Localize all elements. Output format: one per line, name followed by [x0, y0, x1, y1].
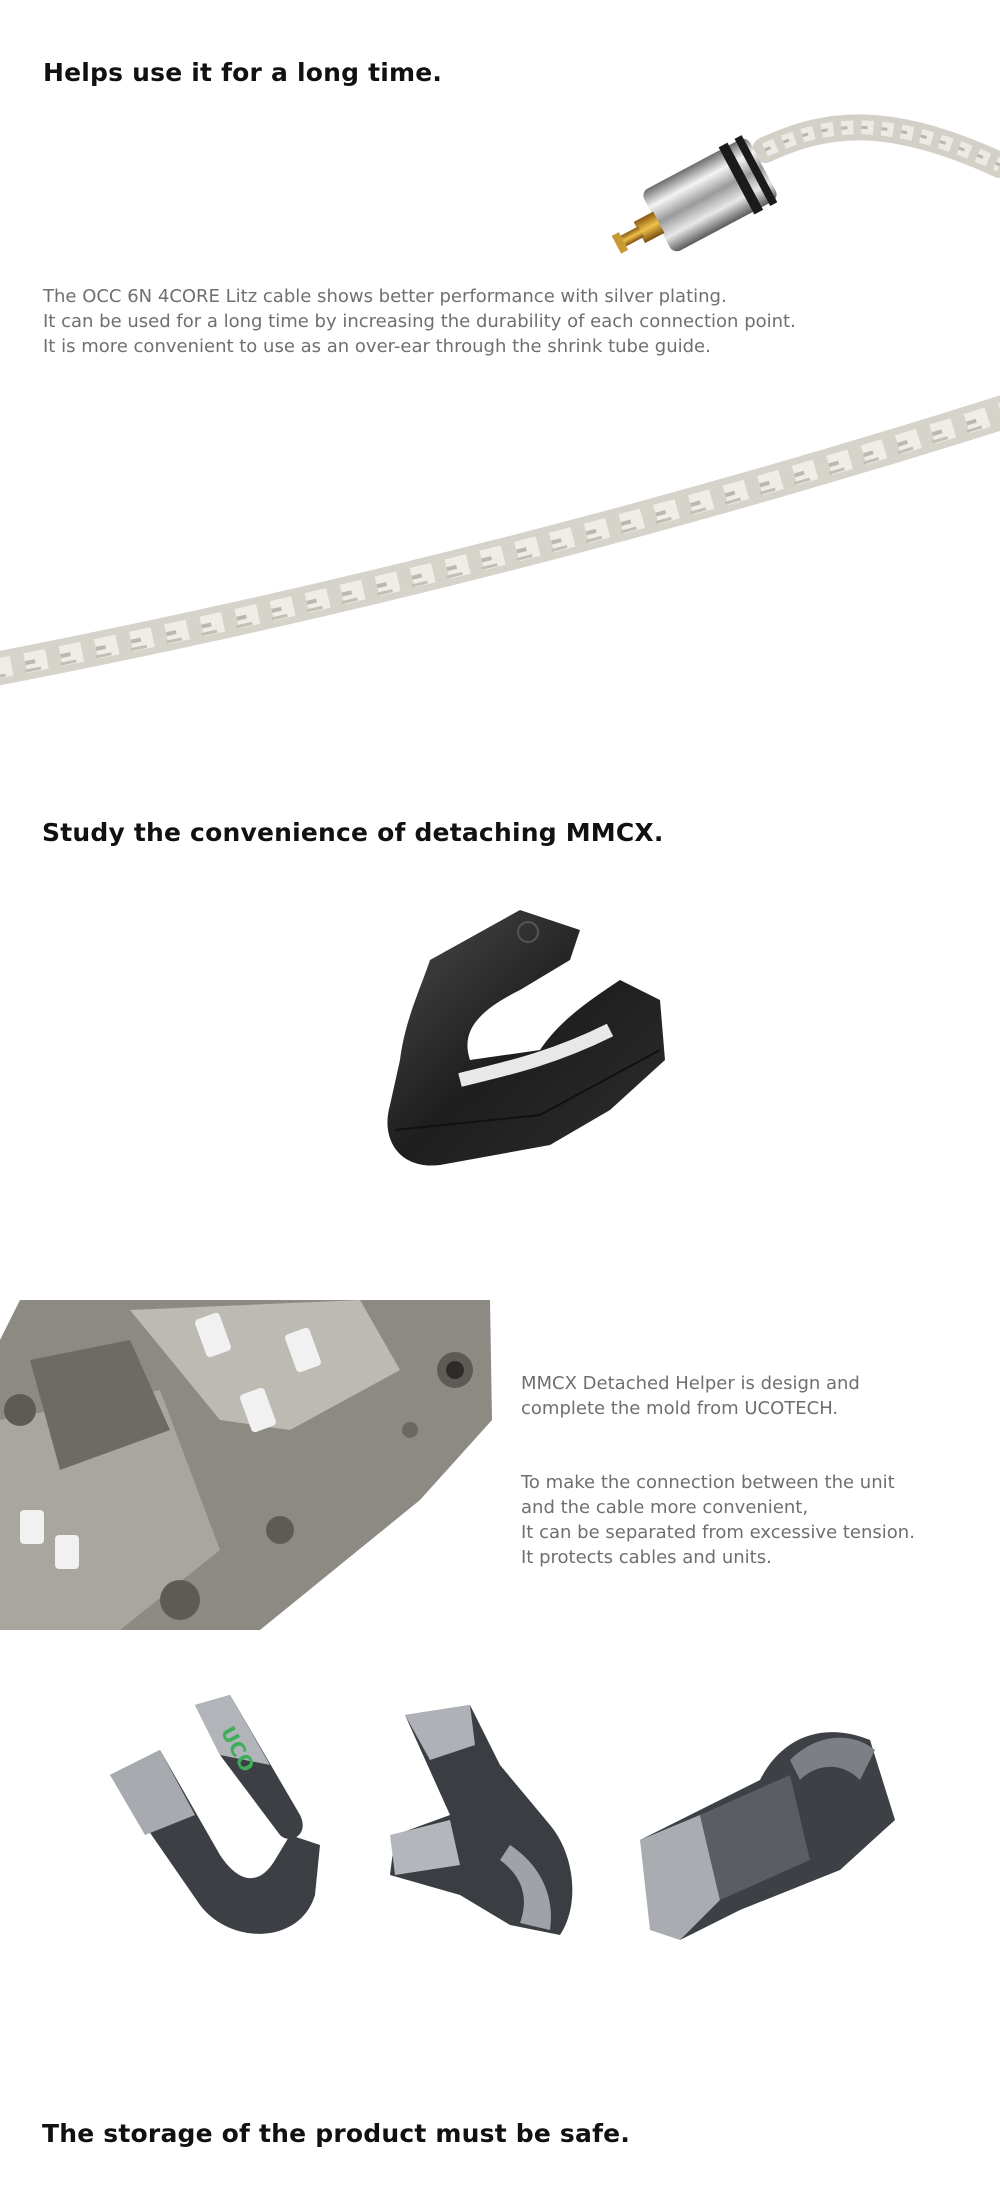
section-3-heading: The storage of the product must be safe.: [42, 2119, 631, 2148]
purpose-line-2: and the cable more convenient,: [521, 1497, 809, 1518]
mmcx-connector-image: [590, 105, 1000, 265]
helper-line-1: MMCX Detached Helper is design and: [521, 1373, 860, 1394]
description-line-2: It can be used for a long time by increasing the durability of each connection point.: [43, 311, 796, 332]
description-line-3: It is more convenient to use as an over-ear through the shrink tube guide.: [43, 336, 711, 357]
helper-description: [521, 1371, 860, 1421]
purpose-line-3: It can be separated from excessive tension.: [521, 1522, 915, 1543]
helper-render-side: [390, 1705, 590, 1945]
braided-cable-image: [0, 390, 1000, 700]
mold-photo: [0, 1300, 492, 1630]
section-2-heading: Study the convenience of detaching MMCX.: [42, 818, 664, 847]
section-1-heading: Helps use it for a long time.: [43, 58, 443, 87]
section-1-description: [43, 284, 796, 359]
uco-logo: UCO: [215, 1722, 260, 1776]
purpose-line-1: To make the connection between the unit: [521, 1472, 895, 1493]
helper-line-2: complete the mold from UCOTECH.: [521, 1398, 839, 1419]
helper-render-front: [100, 1695, 330, 1945]
purpose-line-4: It protects cables and units.: [521, 1547, 772, 1568]
description-line-1: The OCC 6N 4CORE Litz cable shows better performance with silver plating.: [43, 286, 727, 307]
helper-render-back: [640, 1720, 900, 1950]
purpose-description: [521, 1470, 915, 1570]
mmcx-helper-photo: [310, 900, 690, 1220]
